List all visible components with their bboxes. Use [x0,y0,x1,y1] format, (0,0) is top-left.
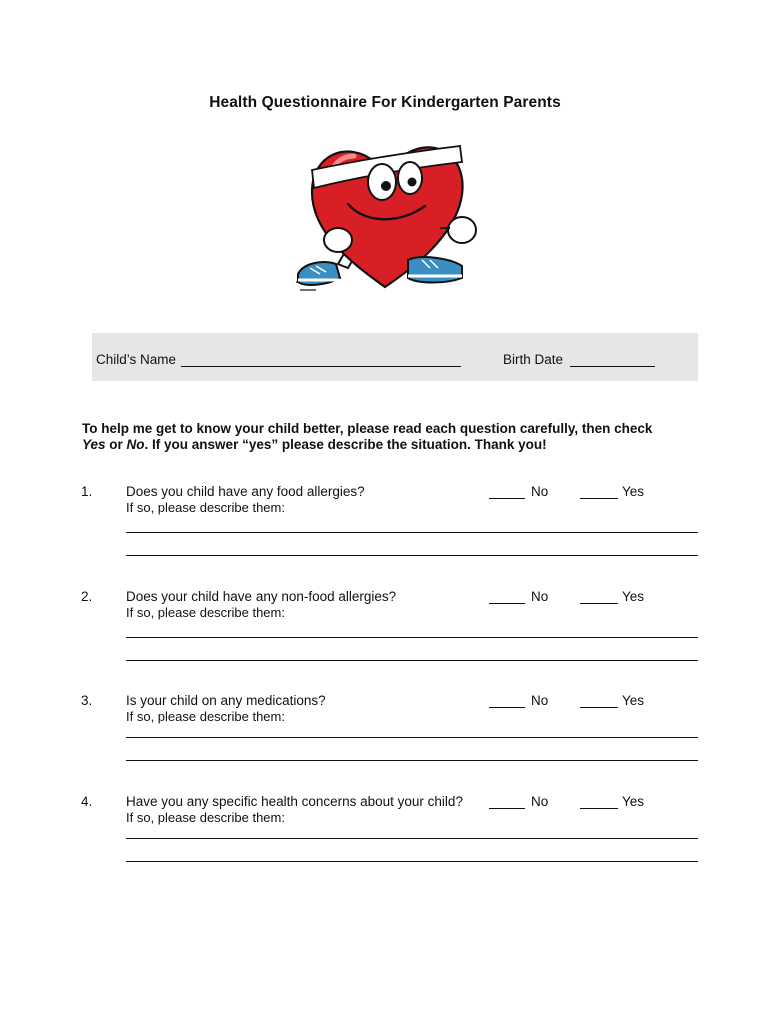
answer-line[interactable] [126,660,698,661]
question-text: Have you any specific health concerns about your child? [126,794,463,809]
child-name-field[interactable] [181,366,461,367]
question-4 [0,794,770,874]
no-option-label: No [531,589,549,604]
no-option-label: No [531,794,549,809]
question-subtext: If so, please describe them: [126,500,285,515]
no-option-label: No [531,484,549,499]
no-option-label: No [531,693,549,708]
child-info-band [92,333,698,381]
answer-line[interactable] [126,737,698,738]
no-checkbox-line[interactable] [489,498,525,499]
instructions-or-word: or [105,437,127,452]
yes-option-label: Yes [622,589,645,604]
running-heart-mascot-icon [290,132,480,302]
no-checkbox-line[interactable] [489,707,525,708]
question-3 [0,693,770,773]
question-2 [0,589,770,669]
yes-checkbox-line[interactable] [580,603,618,604]
no-checkbox-line[interactable] [489,808,525,809]
yes-checkbox-line[interactable] [580,707,618,708]
page-title: Health Questionnaire For Kindergarten Parents [209,94,561,111]
instructions-line-1: To help me get to know your child better, please read each question carefully, then check [82,421,653,436]
instructions-line-2 [82,437,702,453]
question-subtext: If so, please describe them: [126,709,285,724]
answer-line[interactable] [126,861,698,862]
birth-date-label: Birth Date [503,352,564,367]
yes-option-label: Yes [622,794,645,809]
yes-option-label: Yes [622,484,645,499]
yes-checkbox-line[interactable] [580,808,618,809]
answer-line[interactable] [126,637,698,638]
question-text: Is your child on any medications? [126,693,326,708]
question-text: Does your child have any non-food allergies? [126,589,397,604]
question-number: 4. [81,794,93,809]
instructions-line-2-rest: . If you answer “yes” please describe the situation. Thank you! [144,437,547,452]
question-subtext: If so, please describe them: [126,605,285,620]
question-number: 1. [81,484,93,499]
answer-line[interactable] [126,555,698,556]
question-1 [0,484,770,564]
no-checkbox-line[interactable] [489,603,525,604]
yes-option-label: Yes [622,693,645,708]
birth-date-field[interactable] [570,366,655,367]
question-text: Does you child have any food allergies? [126,484,365,499]
instructions-no-word: No [126,437,145,452]
instructions-paragraph [82,421,702,453]
child-name-label: Child’s Name [96,352,177,367]
answer-line[interactable] [126,760,698,761]
question-number: 2. [81,589,93,604]
question-subtext: If so, please describe them: [126,810,285,825]
instructions-yes-word: Yes [82,437,106,452]
yes-checkbox-line[interactable] [580,498,618,499]
question-number: 3. [81,693,93,708]
answer-line[interactable] [126,532,698,533]
answer-line[interactable] [126,838,698,839]
